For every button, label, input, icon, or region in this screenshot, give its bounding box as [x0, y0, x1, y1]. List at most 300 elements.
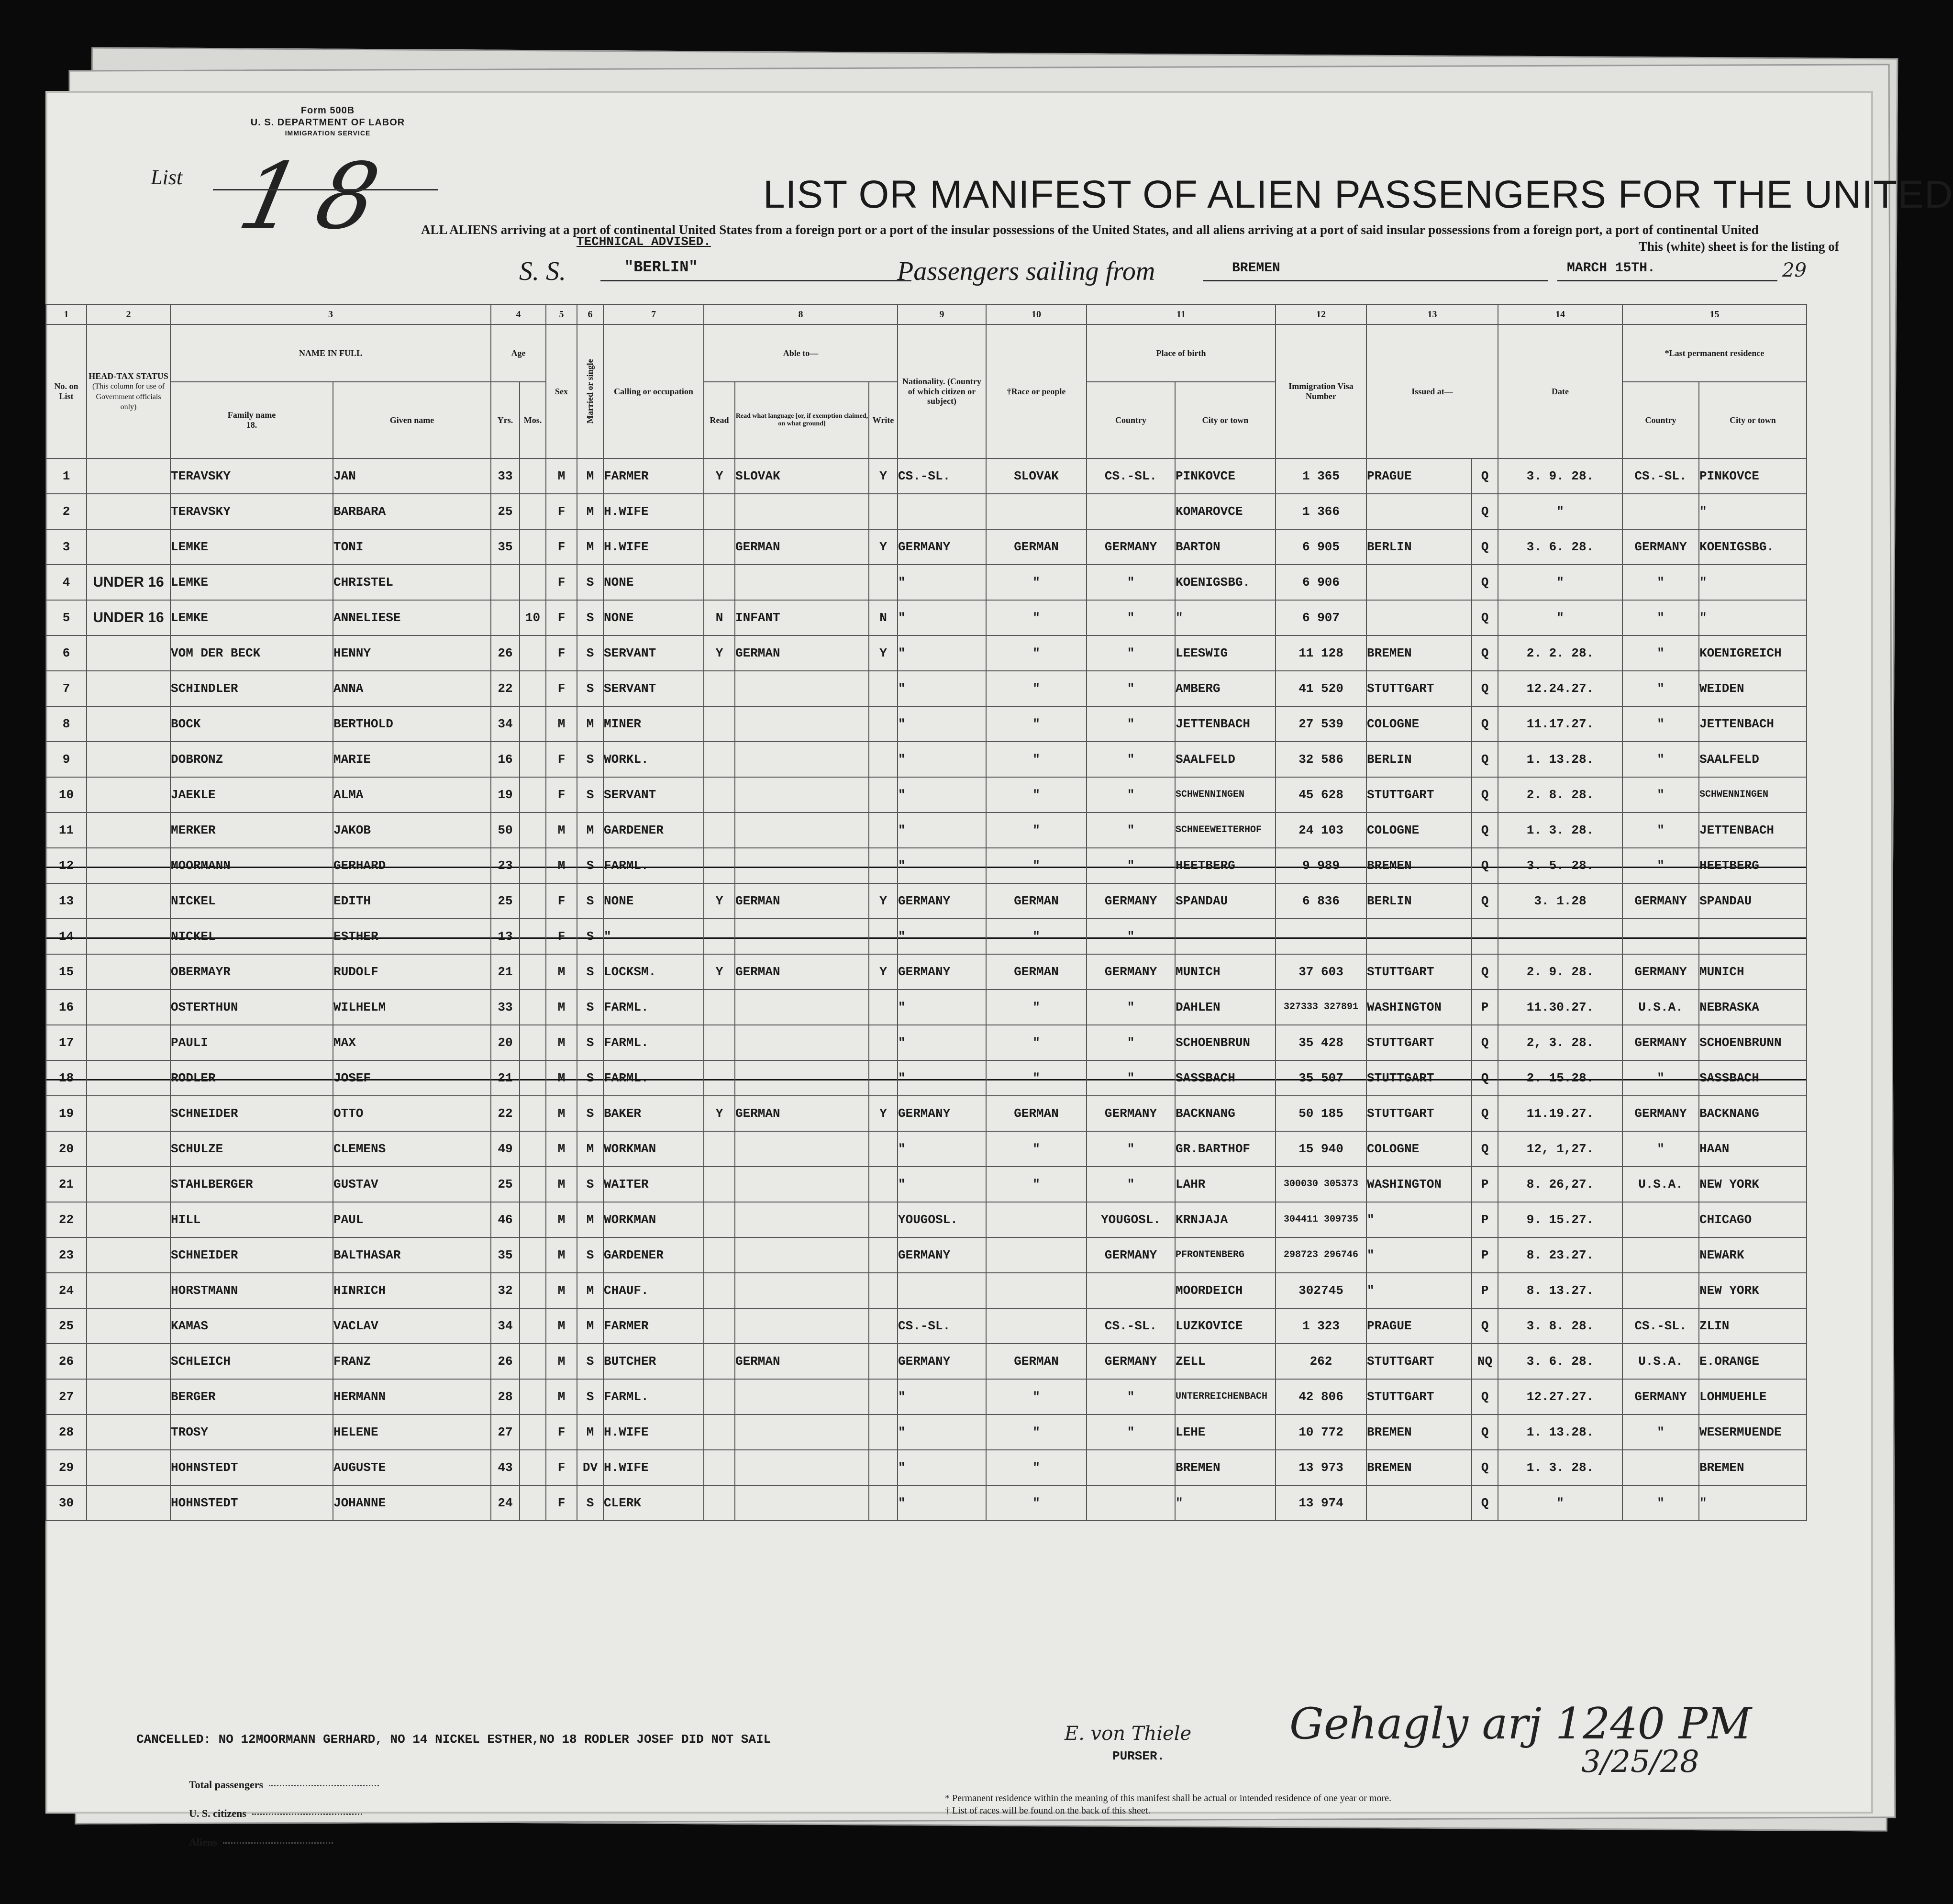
cell-tax — [87, 919, 170, 954]
cell-given: ANNELIESE — [333, 600, 491, 635]
table-row — [46, 1450, 1807, 1485]
cell-sex: F — [546, 635, 577, 671]
cell-yrs: 23 — [491, 848, 520, 883]
cell-lrcity: CHICAGO — [1699, 1202, 1807, 1237]
cell-lrcity: " — [1699, 494, 1807, 529]
port-underline — [1203, 280, 1548, 281]
table-row — [46, 1202, 1807, 1237]
cell-given: MAX — [333, 1025, 491, 1060]
cell-visa: 1 323 — [1276, 1308, 1366, 1344]
cell-given: BALTHASAR — [333, 1237, 491, 1273]
cell-race: " — [986, 919, 1087, 954]
service: IMMIGRATION SERVICE — [285, 129, 371, 137]
header-no-on-list: No. on List — [46, 324, 87, 458]
cell-no: 19 — [46, 1096, 87, 1131]
header-race: †Race or people — [986, 324, 1087, 458]
cell-lrcountry: U.S.A. — [1622, 990, 1699, 1025]
cell-sex: F — [546, 529, 577, 565]
cell-race — [986, 1202, 1087, 1237]
cell-mos — [520, 1414, 546, 1450]
cell-family: MERKER — [170, 813, 333, 848]
cell-race: " — [986, 1060, 1087, 1096]
cell-lang — [735, 813, 869, 848]
cell-write — [869, 1060, 898, 1096]
cell-lrcity: BACKNANG — [1699, 1096, 1807, 1131]
cell-visa: 298723 296746 — [1276, 1237, 1366, 1273]
cell-family: JAEKLE — [170, 777, 333, 813]
cell-issued: STUTTGART — [1366, 1060, 1472, 1096]
cell-q: Q — [1472, 494, 1498, 529]
cell-lrcity: KOENIGREICH — [1699, 635, 1807, 671]
cell-lang — [735, 671, 869, 706]
cell-read — [704, 777, 735, 813]
cell-yrs: 26 — [491, 635, 520, 671]
cell-sex: M — [546, 1060, 577, 1096]
cell-issued: BERLIN — [1366, 529, 1472, 565]
header-write: Write — [869, 382, 898, 458]
cell-nat — [898, 494, 986, 529]
cell-family: SCHLEICH — [170, 1344, 333, 1379]
date-underline — [1557, 280, 1777, 281]
cell-write — [869, 848, 898, 883]
cell-bcity: DAHLEN — [1175, 990, 1276, 1025]
cell-lang — [735, 742, 869, 777]
cell-sex: M — [546, 954, 577, 990]
cell-read: N — [704, 600, 735, 635]
cell-occ: WORKL. — [603, 742, 704, 777]
table-row — [46, 706, 1807, 742]
cell-yrs — [491, 600, 520, 635]
cell-lrcity: BREMEN — [1699, 1450, 1807, 1485]
cell-nat — [898, 1273, 986, 1308]
cell-bcountry: " — [1087, 600, 1175, 635]
cell-family: OSTERTHUN — [170, 990, 333, 1025]
cell-read — [704, 671, 735, 706]
cell-lrcountry — [1622, 1202, 1699, 1237]
cell-tax: UNDER 16 — [87, 565, 170, 600]
cell-q: Q — [1472, 600, 1498, 635]
cell-lrcity: NEWARK — [1699, 1237, 1807, 1273]
cell-given: CLEMENS — [333, 1131, 491, 1167]
cell-date: 2. 15.28. — [1498, 1060, 1622, 1096]
header-mos: Mos. — [520, 382, 546, 458]
cell-bcity: SCHOENBRUN — [1175, 1025, 1276, 1060]
cell-write — [869, 1308, 898, 1344]
cell-race — [986, 1237, 1087, 1273]
cell-lrcity: HEETBERG — [1699, 848, 1807, 883]
table-row — [46, 813, 1807, 848]
cell-race: GERMAN — [986, 529, 1087, 565]
cell-bcity: SASSBACH — [1175, 1060, 1276, 1096]
header-name-in-full: NAME IN FULL — [170, 324, 491, 382]
cell-q: P — [1472, 1167, 1498, 1202]
cell-issued — [1366, 600, 1472, 635]
cell-ms: S — [577, 1237, 603, 1273]
cell-q: Q — [1472, 635, 1498, 671]
cell-occ: FARML. — [603, 1379, 704, 1414]
cell-ms: S — [577, 671, 603, 706]
cell-yrs: 35 — [491, 1237, 520, 1273]
cell-ms: M — [577, 1131, 603, 1167]
cell-nat: CS.-SL. — [898, 1308, 986, 1344]
cell-nat: " — [898, 813, 986, 848]
cell-yrs: 49 — [491, 1131, 520, 1167]
cell-sex: M — [546, 1273, 577, 1308]
cell-write: Y — [869, 883, 898, 919]
cell-sex: F — [546, 494, 577, 529]
cell-occ: BAKER — [603, 1096, 704, 1131]
cell-lrcountry: " — [1622, 706, 1699, 742]
cell-q: Q — [1472, 1131, 1498, 1167]
cell-q: P — [1472, 1202, 1498, 1237]
cell-family: LEMKE — [170, 565, 333, 600]
cell-race: " — [986, 848, 1087, 883]
cell-bcountry: CS.-SL. — [1087, 458, 1175, 494]
cell-yrs: 19 — [491, 777, 520, 813]
cell-sex: F — [546, 600, 577, 635]
cell-q: NQ — [1472, 1344, 1498, 1379]
cell-mos — [520, 1131, 546, 1167]
cell-lang: SLOVAK — [735, 458, 869, 494]
cell-sex: M — [546, 1308, 577, 1344]
cell-nat: " — [898, 742, 986, 777]
cell-lrcity: MUNICH — [1699, 954, 1807, 990]
cell-given: WILHELM — [333, 990, 491, 1025]
cell-visa: 6 907 — [1276, 600, 1366, 635]
cell-yrs: 20 — [491, 1025, 520, 1060]
cell-lrcity: JETTENBACH — [1699, 706, 1807, 742]
cell-bcountry: " — [1087, 1167, 1175, 1202]
table-row — [46, 1167, 1807, 1202]
cell-q: Q — [1472, 1414, 1498, 1450]
cell-ms: S — [577, 1096, 603, 1131]
cell-lang — [735, 1167, 869, 1202]
cell-bcountry: " — [1087, 919, 1175, 954]
cell-read — [704, 1060, 735, 1096]
cell-visa: 1 366 — [1276, 494, 1366, 529]
cell-lrcity — [1699, 919, 1807, 954]
cell-bcountry: " — [1087, 1131, 1175, 1167]
cell-sex: M — [546, 706, 577, 742]
cell-read — [704, 1450, 735, 1485]
cell-no: 23 — [46, 1237, 87, 1273]
cell-yrs: 27 — [491, 1414, 520, 1450]
cell-mos — [520, 1379, 546, 1414]
head-tax-note: (This column for use of Government officials only) — [92, 382, 165, 412]
cell-read — [704, 494, 735, 529]
table-row — [46, 954, 1807, 990]
header-lr-city: City or town — [1699, 382, 1807, 458]
cell-nat: YOUGOSL. — [898, 1202, 986, 1237]
cell-bcity: SAALFELD — [1175, 742, 1276, 777]
cell-race: " — [986, 1131, 1087, 1167]
cell-lang: GERMAN — [735, 954, 869, 990]
cell-lang — [735, 494, 869, 529]
cell-ms: S — [577, 919, 603, 954]
cell-family: NICKEL — [170, 883, 333, 919]
header-head-tax — [87, 324, 170, 458]
cell-tax — [87, 458, 170, 494]
cell-yrs: 35 — [491, 529, 520, 565]
cell-occ: H.WIFE — [603, 494, 704, 529]
cell-sex: M — [546, 1344, 577, 1379]
header-read-language: Read what language [or, if exemption claimed, on what ground] — [735, 382, 869, 458]
cell-ms: M — [577, 1308, 603, 1344]
cell-mos — [520, 1060, 546, 1096]
cell-no: 6 — [46, 635, 87, 671]
cell-q: Q — [1472, 1096, 1498, 1131]
cell-yrs: 50 — [491, 813, 520, 848]
colnum: 10 — [986, 304, 1087, 324]
cell-date: 1. 13.28. — [1498, 1414, 1622, 1450]
cell-lang: GERMAN — [735, 529, 869, 565]
cell-lrcity: JETTENBACH — [1699, 813, 1807, 848]
cell-write: Y — [869, 954, 898, 990]
cell-occ: H.WIFE — [603, 1414, 704, 1450]
cell-lrcountry: " — [1622, 1060, 1699, 1096]
cell-visa: 304411 309735 — [1276, 1202, 1366, 1237]
cell-lrcity: SPANDAU — [1699, 883, 1807, 919]
cell-family: RODLER — [170, 1060, 333, 1096]
cell-lang — [735, 706, 869, 742]
cell-tax — [87, 671, 170, 706]
cell-bcity: SCHWENNINGEN — [1175, 777, 1276, 813]
cell-bcity: MOORDEICH — [1175, 1273, 1276, 1308]
cell-lrcity: NEW YORK — [1699, 1273, 1807, 1308]
cell-family: DOBRONZ — [170, 742, 333, 777]
dotted-line — [252, 1799, 362, 1815]
cell-race: " — [986, 600, 1087, 635]
cell-read — [704, 848, 735, 883]
cell-lrcountry: GERMANY — [1622, 1025, 1699, 1060]
cell-mos — [520, 1344, 546, 1379]
cell-write — [869, 706, 898, 742]
cell-yrs: 33 — [491, 990, 520, 1025]
cell-mos — [520, 777, 546, 813]
cell-date — [1498, 919, 1622, 954]
header-age: Age — [491, 324, 546, 382]
cell-occ: SERVANT — [603, 777, 704, 813]
cell-given: MARIE — [333, 742, 491, 777]
cell-lrcity: LOHMUEHLE — [1699, 1379, 1807, 1414]
cell-lrcountry: " — [1622, 742, 1699, 777]
cell-no: 17 — [46, 1025, 87, 1060]
cell-visa: 262 — [1276, 1344, 1366, 1379]
cell-q: Q — [1472, 706, 1498, 742]
cell-occ: SERVANT — [603, 635, 704, 671]
cell-write — [869, 565, 898, 600]
cell-given: EDITH — [333, 883, 491, 919]
cell-ms: S — [577, 742, 603, 777]
cell-yrs: 32 — [491, 1273, 520, 1308]
cell-lang — [735, 1414, 869, 1450]
cell-date: " — [1498, 565, 1622, 600]
cell-visa: 1 365 — [1276, 458, 1366, 494]
cell-bcity: KOENIGSBG. — [1175, 565, 1276, 600]
cell-read — [704, 990, 735, 1025]
cell-bcountry: " — [1087, 1025, 1175, 1060]
cell-no: 25 — [46, 1308, 87, 1344]
cell-write — [869, 813, 898, 848]
cell-sex: M — [546, 990, 577, 1025]
cell-lang — [735, 1131, 869, 1167]
cell-write: N — [869, 600, 898, 635]
cell-nat: " — [898, 1025, 986, 1060]
cell-ms: S — [577, 600, 603, 635]
header-birth-city: City or town — [1175, 382, 1276, 458]
cell-q: Q — [1472, 742, 1498, 777]
cell-no: 1 — [46, 458, 87, 494]
cell-ms: S — [577, 990, 603, 1025]
cell-race — [986, 1308, 1087, 1344]
header-lr-country: Country — [1622, 382, 1699, 458]
cell-nat: " — [898, 1131, 986, 1167]
cell-visa: 6 906 — [1276, 565, 1366, 600]
cell-yrs: 34 — [491, 1308, 520, 1344]
cell-issued — [1366, 565, 1472, 600]
purser-label: PURSER. — [1112, 1749, 1165, 1763]
cell-read — [704, 1414, 735, 1450]
cell-write — [869, 1202, 898, 1237]
cell-ms: S — [577, 954, 603, 990]
cell-lrcountry: U.S.A. — [1622, 1344, 1699, 1379]
head-tax-title: HEAD-TAX STATUS — [89, 371, 168, 381]
cell-date: 2, 3. 28. — [1498, 1025, 1622, 1060]
cell-bcity — [1175, 919, 1276, 954]
cell-mos — [520, 1237, 546, 1273]
cell-sex: F — [546, 919, 577, 954]
cell-no: 15 — [46, 954, 87, 990]
cell-race: SLOVAK — [986, 458, 1087, 494]
cell-visa: 35 428 — [1276, 1025, 1366, 1060]
cell-mos — [520, 813, 546, 848]
cell-visa: 10 772 — [1276, 1414, 1366, 1450]
cell-sex: F — [546, 1450, 577, 1485]
cell-write: Y — [869, 529, 898, 565]
us-citizens-row — [189, 1799, 379, 1828]
cell-tax — [87, 777, 170, 813]
cell-lang — [735, 1237, 869, 1273]
cell-tax — [87, 1096, 170, 1131]
header-married: Married or single — [577, 324, 603, 458]
cell-read — [704, 1025, 735, 1060]
cell-tax — [87, 1308, 170, 1344]
cell-issued: " — [1366, 1237, 1472, 1273]
cell-visa: 302745 — [1276, 1273, 1366, 1308]
cell-nat: GERMANY — [898, 1237, 986, 1273]
cell-bcountry: " — [1087, 1414, 1175, 1450]
cell-nat: " — [898, 1167, 986, 1202]
table-row — [46, 1414, 1807, 1450]
page-subtitle-2: This (white) sheet is for the listing of — [1639, 239, 1839, 254]
cell-date: 12, 1,27. — [1498, 1131, 1622, 1167]
cell-mos — [520, 990, 546, 1025]
table-row — [46, 1131, 1807, 1167]
cell-issued: BREMEN — [1366, 635, 1472, 671]
cell-race: " — [986, 1414, 1087, 1450]
cell-yrs: 26 — [491, 1344, 520, 1379]
cell-visa — [1276, 919, 1366, 954]
cell-visa: 35 507 — [1276, 1060, 1366, 1096]
cell-given: OTTO — [333, 1096, 491, 1131]
cell-lrcity: " — [1699, 600, 1807, 635]
aliens-row — [189, 1828, 379, 1857]
cell-occ: " — [603, 919, 704, 954]
table-row — [46, 1273, 1807, 1308]
cell-sex: M — [546, 1096, 577, 1131]
cell-race: " — [986, 1167, 1087, 1202]
cell-issued: PRAGUE — [1366, 1308, 1472, 1344]
cell-visa: 9 989 — [1276, 848, 1366, 883]
cell-occ: FARML. — [603, 990, 704, 1025]
cell-mos — [520, 565, 546, 600]
cell-issued: STUTTGART — [1366, 671, 1472, 706]
cell-bcountry: GERMANY — [1087, 954, 1175, 990]
cell-write — [869, 919, 898, 954]
cell-lang — [735, 777, 869, 813]
cell-write — [869, 1131, 898, 1167]
cell-lang: GERMAN — [735, 883, 869, 919]
cell-tax — [87, 954, 170, 990]
cell-nat: GERMANY — [898, 954, 986, 990]
cell-yrs: 24 — [491, 1485, 520, 1521]
cell-given: GUSTAV — [333, 1167, 491, 1202]
cell-write — [869, 1273, 898, 1308]
cell-date: 3. 6. 28. — [1498, 529, 1622, 565]
cell-visa: 11 128 — [1276, 635, 1366, 671]
cell-bcountry: " — [1087, 742, 1175, 777]
cell-read — [704, 1273, 735, 1308]
cell-lrcountry — [1622, 1273, 1699, 1308]
cell-bcity: " — [1175, 600, 1276, 635]
cell-mos — [520, 635, 546, 671]
cell-lrcountry: " — [1622, 600, 1699, 635]
cell-family: BERGER — [170, 1379, 333, 1414]
cell-tax — [87, 1273, 170, 1308]
cell-q: P — [1472, 1237, 1498, 1273]
cell-q — [1472, 919, 1498, 954]
cell-race: " — [986, 1485, 1087, 1521]
cell-occ: NONE — [603, 565, 704, 600]
cell-date: " — [1498, 1485, 1622, 1521]
cell-given: PAUL — [333, 1202, 491, 1237]
inspection-date: 3/25/28 — [1581, 1744, 1699, 1780]
cell-mos — [520, 1450, 546, 1485]
table-row — [46, 777, 1807, 813]
cell-family: TERAVSKY — [170, 494, 333, 529]
cell-bcountry — [1087, 1273, 1175, 1308]
cell-date: 1. 13.28. — [1498, 742, 1622, 777]
table-row — [46, 458, 1807, 494]
cell-no: 5 — [46, 600, 87, 635]
header-family-name — [170, 382, 333, 458]
us-citizens-label: U. S. citizens — [189, 1807, 246, 1819]
cell-race: " — [986, 706, 1087, 742]
cell-given: JAKOB — [333, 813, 491, 848]
cell-read — [704, 1485, 735, 1521]
departure-port: BREMEN — [1232, 261, 1280, 276]
cell-lang — [735, 1450, 869, 1485]
cell-occ: FARML. — [603, 1060, 704, 1096]
cell-bcity: LAHR — [1175, 1167, 1276, 1202]
table-row — [46, 529, 1807, 565]
cell-ms: M — [577, 529, 603, 565]
cell-lrcity: SCHOENBRUNN — [1699, 1025, 1807, 1060]
cell-lrcountry — [1622, 919, 1699, 954]
purser-signature: E. von Thiele — [1065, 1723, 1192, 1745]
cell-sex: M — [546, 1025, 577, 1060]
cell-q: Q — [1472, 1025, 1498, 1060]
